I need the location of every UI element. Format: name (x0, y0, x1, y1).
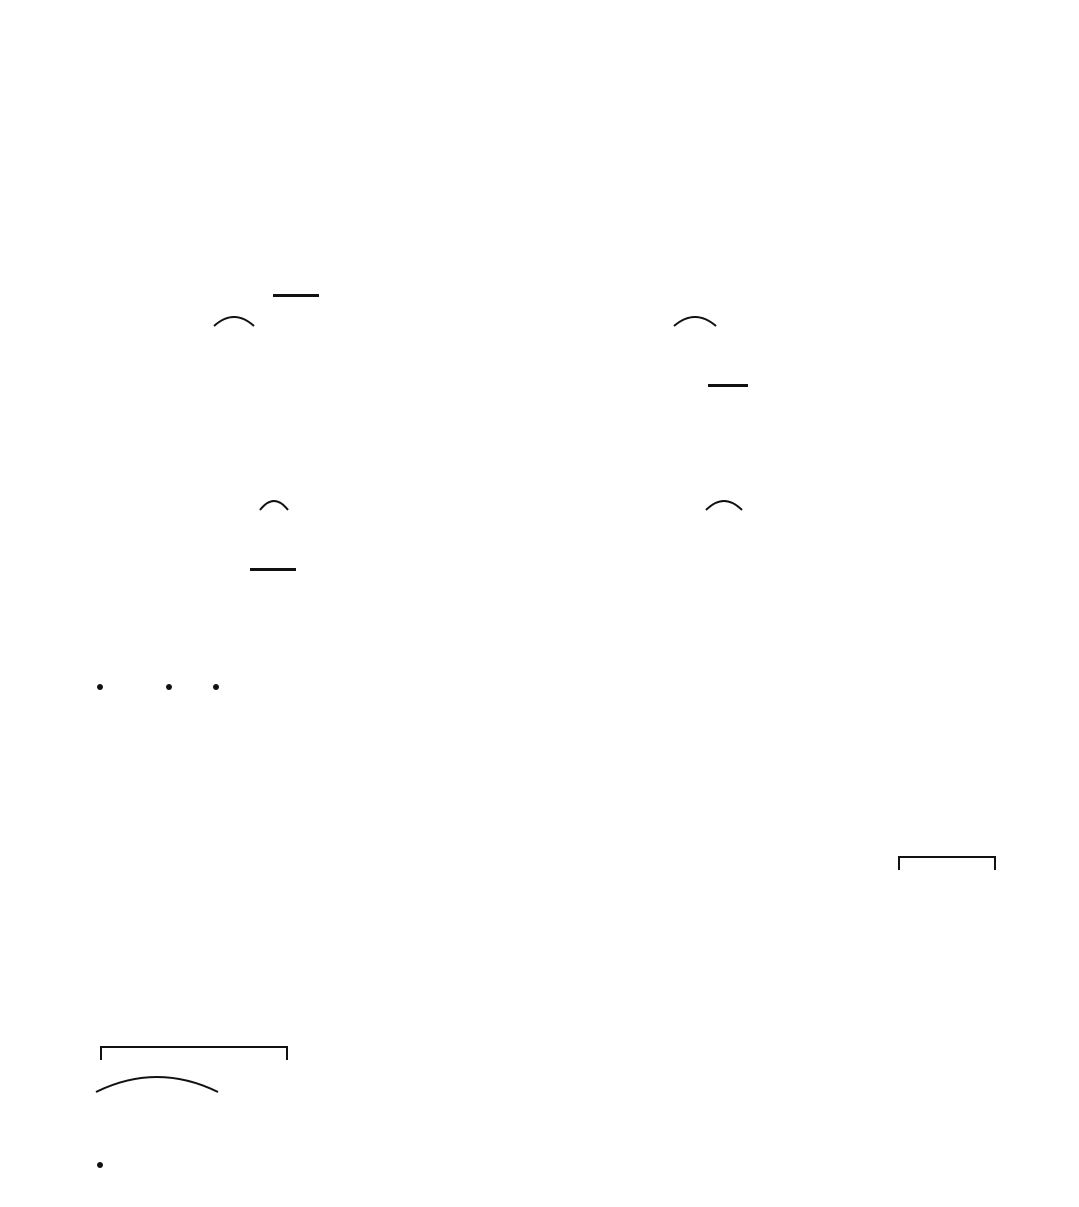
high-octave-dot (213, 684, 219, 690)
second-ending-bracket (100, 1046, 288, 1060)
ending-tie (94, 1068, 220, 1094)
system-1-slur (212, 312, 256, 328)
system-2-slur (258, 496, 290, 512)
high-octave-dot (97, 684, 103, 690)
system-2-beam (250, 568, 296, 571)
intro-beam (273, 294, 319, 297)
high-octave-dot (166, 684, 172, 690)
low-octave-dot (97, 1162, 103, 1168)
system-1-beam (708, 384, 748, 387)
first-ending-bracket (898, 856, 996, 870)
system-2-slur-2 (704, 496, 744, 512)
system-1-slur-2 (672, 312, 718, 328)
